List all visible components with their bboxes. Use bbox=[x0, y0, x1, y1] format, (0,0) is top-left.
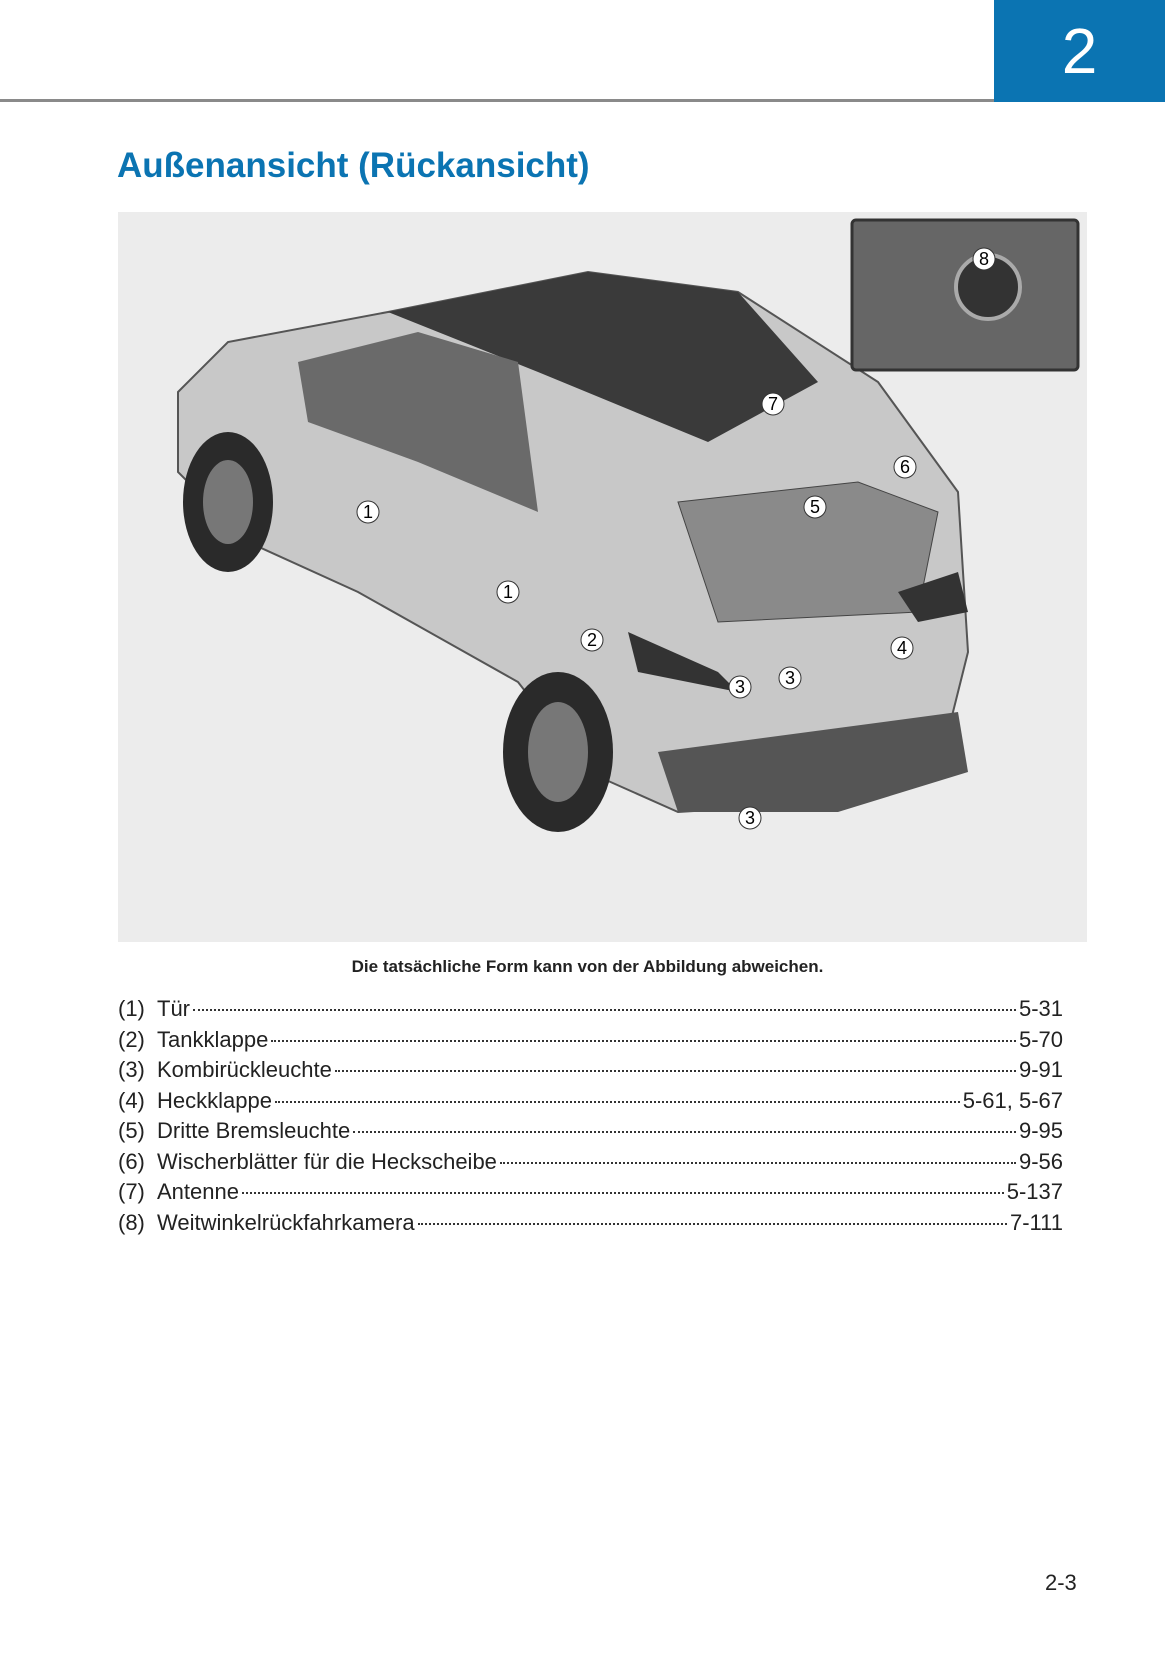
list-item bbox=[118, 1210, 1063, 1241]
figure-caption: Die tatsächliche Form kann von der Abbildung abweichen. bbox=[351, 957, 824, 976]
list-item bbox=[118, 1149, 1063, 1180]
page-number: 2-3 bbox=[1045, 1570, 1077, 1595]
svg-text:8: 8 bbox=[978, 249, 990, 269]
leader-dots bbox=[275, 1101, 960, 1103]
callout-1b bbox=[497, 581, 519, 603]
item-page-ref: 5-31 bbox=[1018, 996, 1063, 1021]
callout-8 bbox=[973, 248, 995, 270]
header-rule bbox=[0, 99, 995, 102]
svg-text:6: 6 bbox=[899, 457, 911, 477]
svg-text:1: 1 bbox=[502, 582, 514, 602]
svg-text:7: 7 bbox=[767, 394, 779, 414]
page-title: Außenansicht (Rückansicht) bbox=[117, 146, 590, 185]
svg-text:3: 3 bbox=[734, 677, 746, 697]
car-rear-illustration bbox=[118, 212, 1087, 942]
svg-text:1: 1 bbox=[362, 502, 374, 522]
item-number: (7) bbox=[118, 1179, 145, 1204]
item-label: Kombirückleuchte bbox=[157, 1057, 332, 1082]
callout-3a bbox=[729, 676, 751, 698]
callout-3b bbox=[779, 667, 801, 689]
svg-text:3: 3 bbox=[744, 808, 756, 828]
leader-dots bbox=[193, 1009, 1016, 1011]
svg-text:3: 3 bbox=[784, 668, 796, 688]
item-number: (8) bbox=[118, 1209, 145, 1235]
list-item bbox=[118, 996, 1063, 1027]
item-label: Weitwinkelrückfahrkamera bbox=[157, 1209, 415, 1235]
item-label: Dritte Bremsleuchte bbox=[157, 1118, 351, 1143]
leader-dots bbox=[353, 1131, 1016, 1133]
svg-text:4: 4 bbox=[896, 638, 908, 658]
callout-1a bbox=[357, 501, 379, 523]
list-item bbox=[118, 1179, 1063, 1210]
callout-7 bbox=[762, 393, 784, 415]
item-page-ref: 9-95 bbox=[1018, 1118, 1063, 1143]
parts-index bbox=[118, 996, 1063, 1240]
leader-dots bbox=[500, 1162, 1016, 1164]
item-number: (3) bbox=[118, 1057, 145, 1082]
item-page-ref: 5-137 bbox=[1006, 1179, 1063, 1204]
item-page-ref: 5-61, 5-67 bbox=[962, 1087, 1063, 1113]
leader-dots bbox=[242, 1192, 1004, 1194]
leader-dots bbox=[335, 1070, 1016, 1072]
item-number: (2) bbox=[118, 1026, 145, 1052]
item-page-ref: 7-111 bbox=[1009, 1209, 1063, 1235]
svg-text:5: 5 bbox=[809, 497, 821, 517]
item-label: Antenne bbox=[157, 1179, 239, 1204]
item-number: (5) bbox=[118, 1118, 145, 1143]
item-number: (6) bbox=[118, 1148, 145, 1174]
item-label: Wischerblätter für die Heckscheibe bbox=[157, 1148, 497, 1174]
callout-2 bbox=[581, 629, 603, 651]
item-label: Tankklappe bbox=[157, 1026, 269, 1052]
item-number: (1) bbox=[118, 996, 145, 1021]
item-number: (4) bbox=[118, 1087, 145, 1113]
callout-6 bbox=[894, 456, 916, 478]
callout-3c bbox=[739, 807, 761, 829]
callout-5 bbox=[804, 496, 826, 518]
leader-dots bbox=[418, 1223, 1007, 1225]
leader-dots bbox=[271, 1040, 1016, 1042]
item-label: Heckklappe bbox=[157, 1087, 272, 1113]
item-page-ref: 9-56 bbox=[1018, 1148, 1063, 1174]
item-label: Tür bbox=[157, 996, 190, 1021]
list-item bbox=[118, 1118, 1063, 1149]
list-item bbox=[118, 1057, 1063, 1088]
chapter-tab: 2 bbox=[994, 0, 1165, 102]
item-page-ref: 5-70 bbox=[1018, 1026, 1063, 1052]
callout-4 bbox=[891, 637, 913, 659]
item-page-ref: 9-91 bbox=[1018, 1057, 1063, 1082]
svg-text:2: 2 bbox=[586, 630, 598, 650]
list-item bbox=[118, 1027, 1063, 1058]
list-item bbox=[118, 1088, 1063, 1119]
